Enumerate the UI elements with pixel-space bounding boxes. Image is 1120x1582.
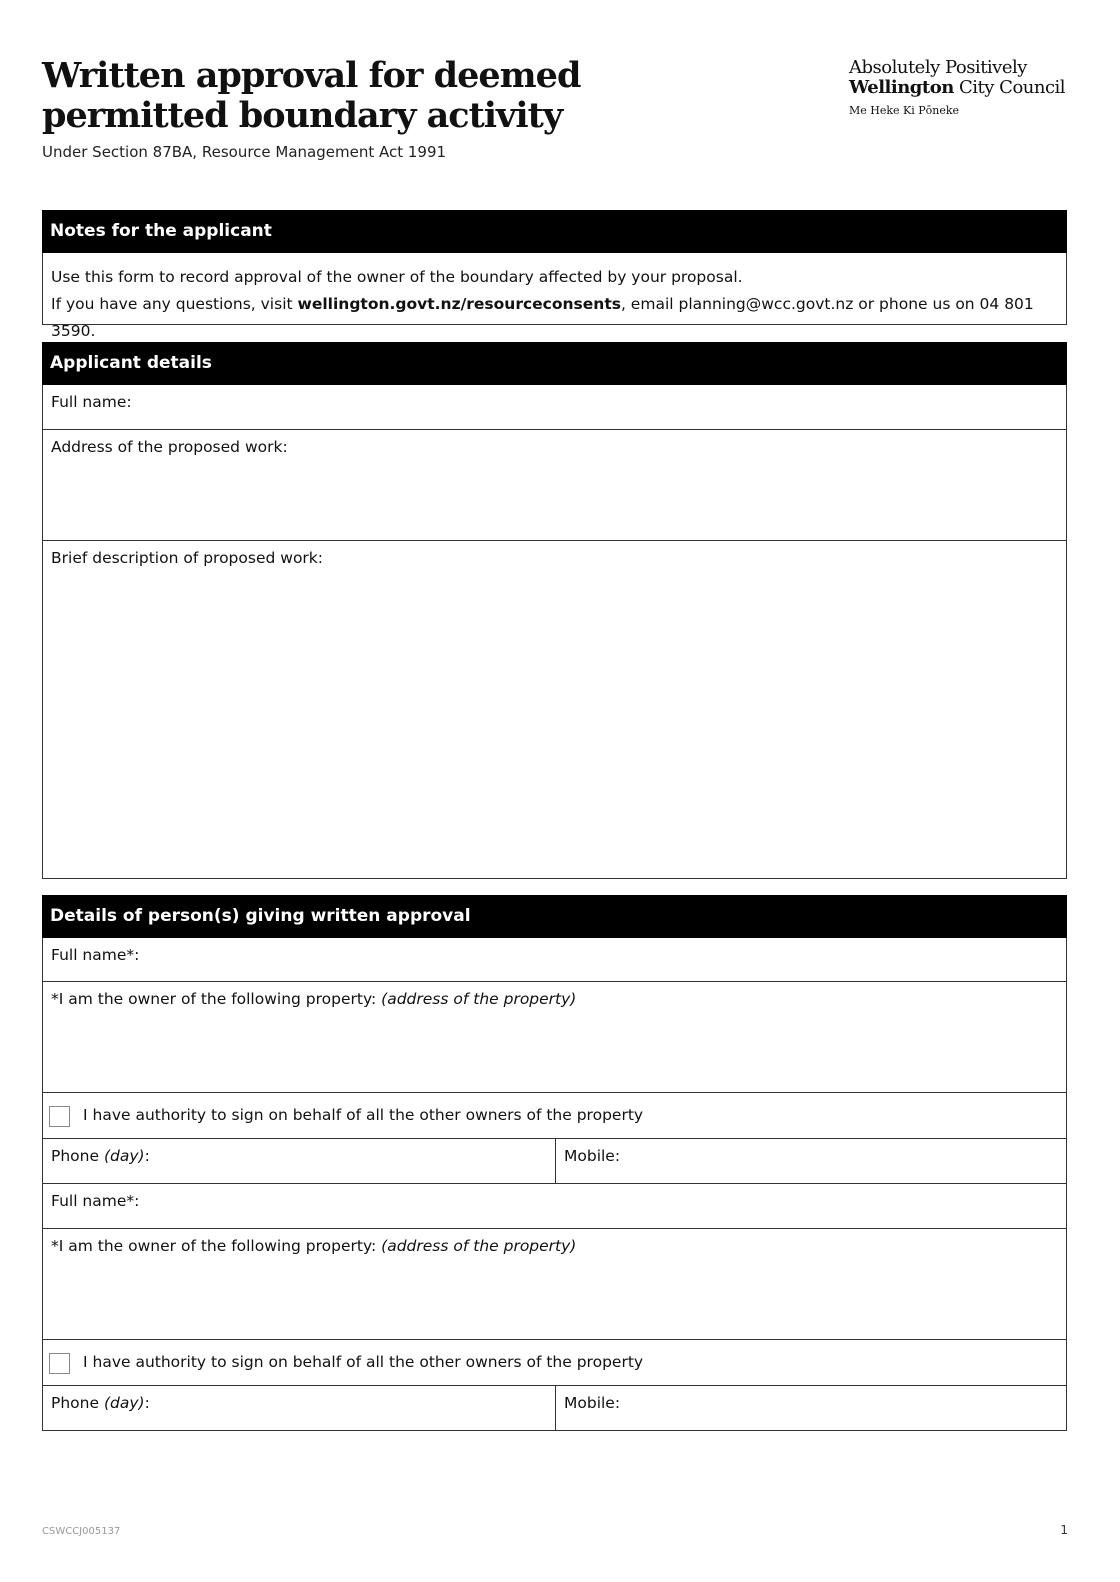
approval-heading: Details of person(s) giving written approval — [42, 895, 1067, 938]
logo-bold: Wellington — [849, 77, 954, 98]
field-label: *I am the owner of the following property: — [51, 990, 382, 1008]
approver-2-full-name-field[interactable] — [42, 1184, 1067, 1229]
approver-2-authority-row — [42, 1340, 1067, 1386]
field-hint: (day) — [103, 1147, 145, 1165]
website-link[interactable]: wellington.govt.nz/resourceconsents — [297, 295, 621, 313]
field-label: Address of the proposed work: — [51, 438, 288, 456]
field-label: Mobile: — [564, 1147, 621, 1165]
field-label: Brief description of proposed work: — [51, 549, 323, 567]
form-code: CSWCCJ005137 — [42, 1526, 121, 1537]
wcc-logo — [849, 58, 1065, 117]
field-label: Phone — [51, 1394, 104, 1412]
applicant-address-field[interactable] — [42, 430, 1067, 541]
field-hint: (day) — [103, 1394, 145, 1412]
checkbox-label: I have authority to sign on behalf of all the other owners of the property — [83, 1353, 644, 1371]
approver-1-full-name-field[interactable] — [42, 938, 1067, 982]
subtitle: Under Section 87BA, Resource Management Act 1991 — [42, 143, 447, 161]
work-description-field[interactable] — [42, 541, 1067, 879]
colon: : — [144, 1147, 150, 1165]
logo-line-3: Me Heke Ki Pōneke — [849, 104, 960, 117]
page-number: 1 — [1060, 1523, 1068, 1537]
notes-heading: Notes for the applicant — [42, 210, 1067, 253]
logo-rest: City Council — [953, 77, 1066, 98]
approver-1-authority-row — [42, 1093, 1067, 1139]
field-label: Mobile: — [564, 1394, 621, 1412]
phone-field[interactable] — [43, 1386, 556, 1430]
colon: : — [144, 1394, 150, 1412]
authority-checkbox[interactable] — [49, 1353, 70, 1374]
checkbox-label: I have authority to sign on behalf of all the other owners of the property — [83, 1106, 644, 1124]
approver-2-property-field[interactable] — [42, 1229, 1067, 1340]
field-label: *I am the owner of the following property: — [51, 1237, 382, 1255]
page-title — [42, 56, 580, 136]
applicant-heading: Applicant details — [42, 342, 1067, 385]
logo-line-1: Absolutely Positively — [849, 57, 1027, 78]
mobile-field[interactable] — [556, 1386, 1066, 1430]
phone-field[interactable] — [43, 1139, 556, 1183]
field-hint: (address of the property) — [381, 990, 577, 1008]
approver-1-property-field[interactable] — [42, 982, 1067, 1093]
field-label: Full name: — [51, 393, 132, 411]
notes-contact: , email planning@wcc.govt.nz or phone us on 04 801 3590. — [51, 295, 1034, 340]
authority-checkbox[interactable] — [49, 1106, 70, 1127]
field-label: Full name*: — [51, 946, 140, 964]
approver-1-phone-row — [42, 1139, 1067, 1184]
field-label: Full name*: — [51, 1192, 140, 1210]
mobile-field[interactable] — [556, 1139, 1066, 1183]
title-line-2: permitted boundary activity — [42, 95, 563, 136]
approver-2-phone-row — [42, 1386, 1067, 1431]
notes-body — [42, 253, 1067, 340]
field-label: Phone — [51, 1147, 104, 1165]
title-line-1: Written approval for deemed — [42, 55, 581, 96]
applicant-full-name-field[interactable] — [42, 385, 1067, 430]
notes-line-1: Use this form to record approval of the owner of the boundary affected by your proposal. — [51, 268, 743, 286]
notes-line-2 — [51, 291, 1058, 345]
notes-text: If you have any questions, visit — [51, 295, 298, 313]
logo-line-2 — [849, 78, 1065, 98]
field-hint: (address of the property) — [381, 1237, 577, 1255]
